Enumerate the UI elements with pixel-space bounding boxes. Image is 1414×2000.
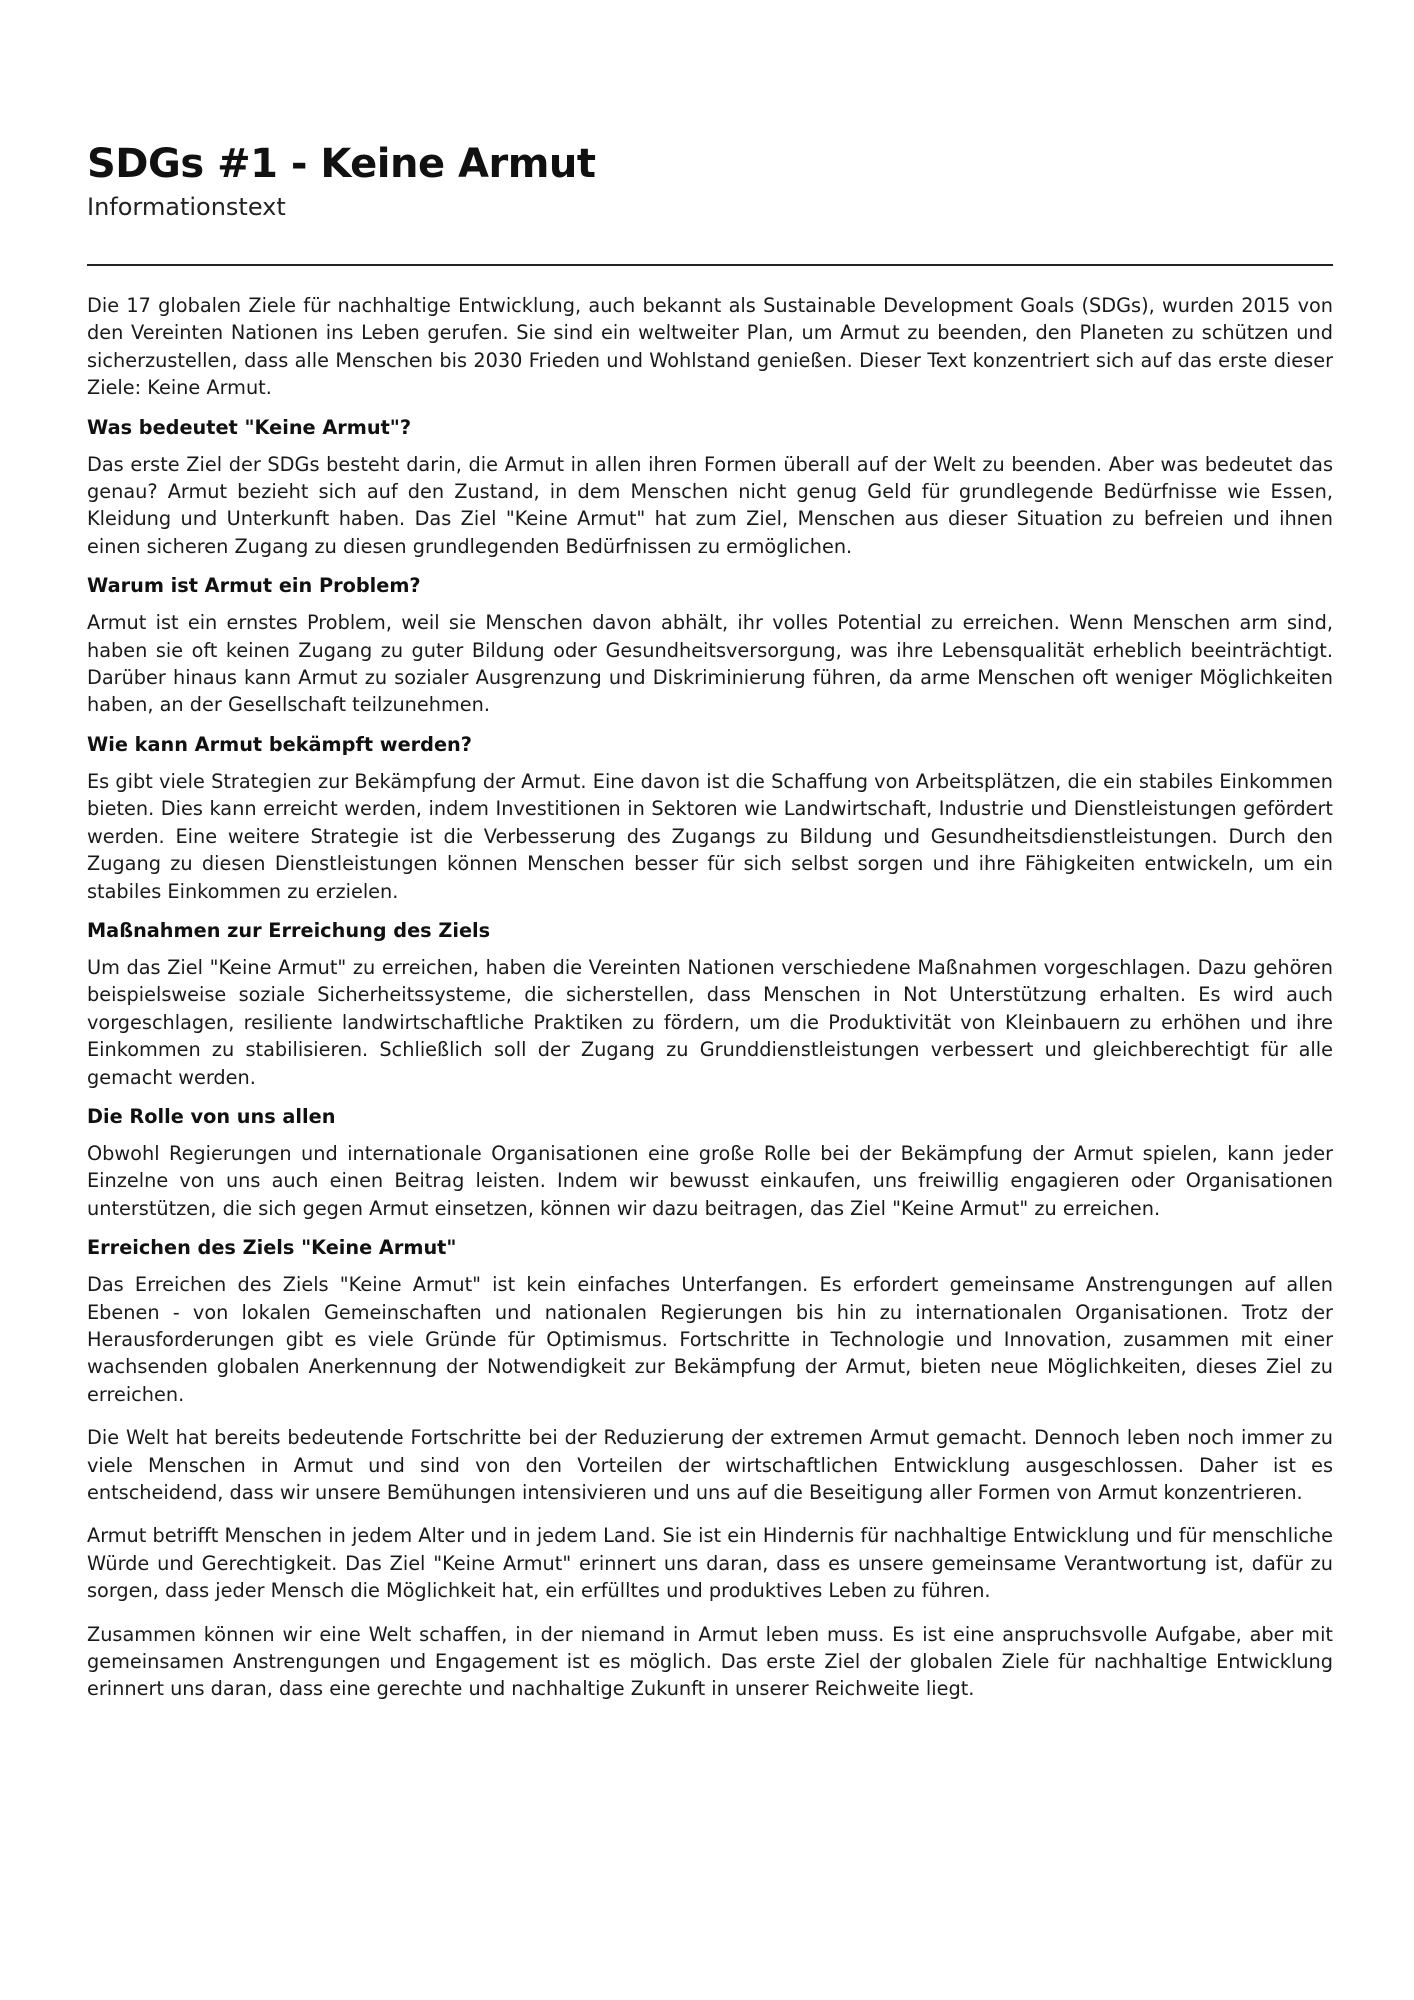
section-heading: Erreichen des Ziels "Keine Armut" <box>87 1236 457 1260</box>
intro-paragraph: Die 17 globalen Ziele für nachhaltige Entwicklung, auch bekannt als Sustainable Development Goals (SDGs), wurden 2015 von den Vereinten Nationen ins Leben gerufen. Sie sind ein weltweiter Plan, um Armut zu beenden, den Planeten zu schützen und sicherzustellen, dass alle Menschen bis 2030 Frieden und Wohlstand genießen. Dieser Text konzentriert sich auf das erste dieser Ziele: Keine Armut. <box>87 294 1333 400</box>
section-paragraph: Armut ist ein ernstes Problem, weil sie Menschen davon abhält, ihr volles Potential zu erreichen. Wenn Menschen arm sind, haben sie oft keinen Zugang zu guter Bildung oder Gesundheitsversorgung, was ihre Lebensqualität erheblich beeinträchtigt. Darüber hinaus kann Armut zu sozialer Ausgrenzung und Diskriminierung führen, da arme Menschen oft weniger Möglichkeiten haben, an der Gesellschaft teilzunehmen. <box>87 611 1333 717</box>
section-paragraph: Zusammen können wir eine Welt schaffen, in der niemand in Armut leben muss. Es ist eine anspruchsvolle Aufgabe, aber mit gemeinsamen Anstrengungen und Engagement ist es möglich. Das erste Ziel der globalen Ziele für nachhaltige Entwicklung erinnert uns daran, dass eine gerechte und nachhaltige Zukunft in unserer Reichweite liegt. <box>87 1622 1333 1701</box>
section-heading: Warum ist Armut ein Problem? <box>87 574 421 598</box>
section-heading: Wie kann Armut bekämpft werden? <box>87 732 472 756</box>
section-paragraph: Obwohl Regierungen und internationale Organisationen eine große Rolle bei der Bekämpfung der Armut spielen, kann jeder Einzelne von uns auch einen Beitrag leisten. Indem wir bewusst einkaufen, uns freiwillig engagieren oder Organisationen unterstützen, die sich gegen Armut einsetzen, können wir dazu beitragen, das Ziel "Keine Armut" zu erreichen. <box>87 1141 1333 1220</box>
document-page <box>87 140 1333 1703</box>
document-body <box>87 292 1333 1703</box>
document-title: SDGs #1 - Keine Armut <box>87 141 596 187</box>
section-paragraph: Das Erreichen des Ziels "Keine Armut" ist kein einfaches Unterfangen. Es erfordert gemeinsame Anstrengungen auf allen Ebenen - von lokalen Gemeinschaften und nationalen Regierungen bis hin zu internationalen Organisationen. Trotz der Herausforderungen gibt es viele Gründe für Optimismus. Fortschritte in Technologie und Innovation, zusammen mit einer wachsenden globalen Anerkennung der Notwendigkeit zur Bekämpfung der Armut, bieten neue Möglichkeiten, dieses Ziel zu erreichen. <box>87 1273 1333 1406</box>
section-paragraph: Es gibt viele Strategien zur Bekämpfung der Armut. Eine davon ist die Schaffung von Arbeitsplätzen, die ein stabiles Einkommen bieten. Dies kann erreicht werden, indem Investitionen in Sektoren wie Landwirtschaft, Industrie und Dienstleistungen gefördert werden. Eine weitere Strategie ist die Verbesserung des Zugangs zu Bildung und Gesundheitsdienstleistungen. Durch den Zugang zu diesen Dienstleistungen können Menschen besser für sich selbst sorgen und ihre Fähigkeiten entwickeln, um ein stabiles Einkommen zu erzielen. <box>87 769 1333 903</box>
section-heading: Was bedeutet "Keine Armut"? <box>87 415 412 439</box>
section-paragraph: Das erste Ziel der SDGs besteht darin, die Armut in allen ihren Formen überall auf der Welt zu beenden. Aber was bedeutet das genau? Armut bezieht sich auf den Zustand, in dem Menschen nicht genug Geld für grundlegende Bedürfnisse wie Essen, Kleidung und Unterkunft haben. Das Ziel "Keine Armut" hat zum Ziel, Menschen aus dieser Situation zu befreien und ihnen einen sicheren Zugang zu diesen grundlegenden Bedürfnissen zu ermöglichen. <box>87 452 1333 558</box>
title-divider <box>87 264 1333 266</box>
document-subtitle: Informationstext <box>87 193 286 221</box>
section-paragraph: Die Welt hat bereits bedeutende Fortschritte bei der Reduzierung der extremen Armut gemacht. Dennoch leben noch immer zu viele Menschen in Armut und sind von den Vorteilen der wirtschaftlichen Entwicklung ausgeschlossen. Daher ist es entscheidend, dass wir unsere Bemühungen intensivieren und uns auf die Beseitigung aller Formen von Armut konzentrieren. <box>87 1426 1333 1504</box>
section-heading: Maßnahmen zur Erreichung des Ziels <box>87 918 491 942</box>
section-paragraph: Armut betrifft Menschen in jedem Alter und in jedem Land. Sie ist ein Hindernis für nachhaltige Entwicklung und für menschliche Würde und Gerechtigkeit. Das Ziel "Keine Armut" erinnert uns daran, dass es unsere gemeinsame Verantwortung ist, dafür zu sorgen, dass jeder Mensch die Möglichkeit hat, ein erfülltes und produktives Leben zu führen. <box>87 1524 1333 1603</box>
section-paragraph: Um das Ziel "Keine Armut" zu erreichen, haben die Vereinten Nationen verschiedene Maßnahmen vorgeschlagen. Dazu gehören beispielsweise soziale Sicherheitssysteme, die sicherstellen, dass Menschen in Not Unterstützung erhalten. Es wird auch vorgeschlagen, resiliente landwirtschaftliche Praktiken zu fördern, um die Produktivität von Kleinbauern zu erhöhen und ihre Einkommen zu stabilisieren. Schließlich soll der Zugang zu Grunddienstleistungen verbessert und gleichberechtigt für alle gemacht werden. <box>87 955 1333 1089</box>
section-heading: Die Rolle von uns allen <box>87 1104 336 1128</box>
